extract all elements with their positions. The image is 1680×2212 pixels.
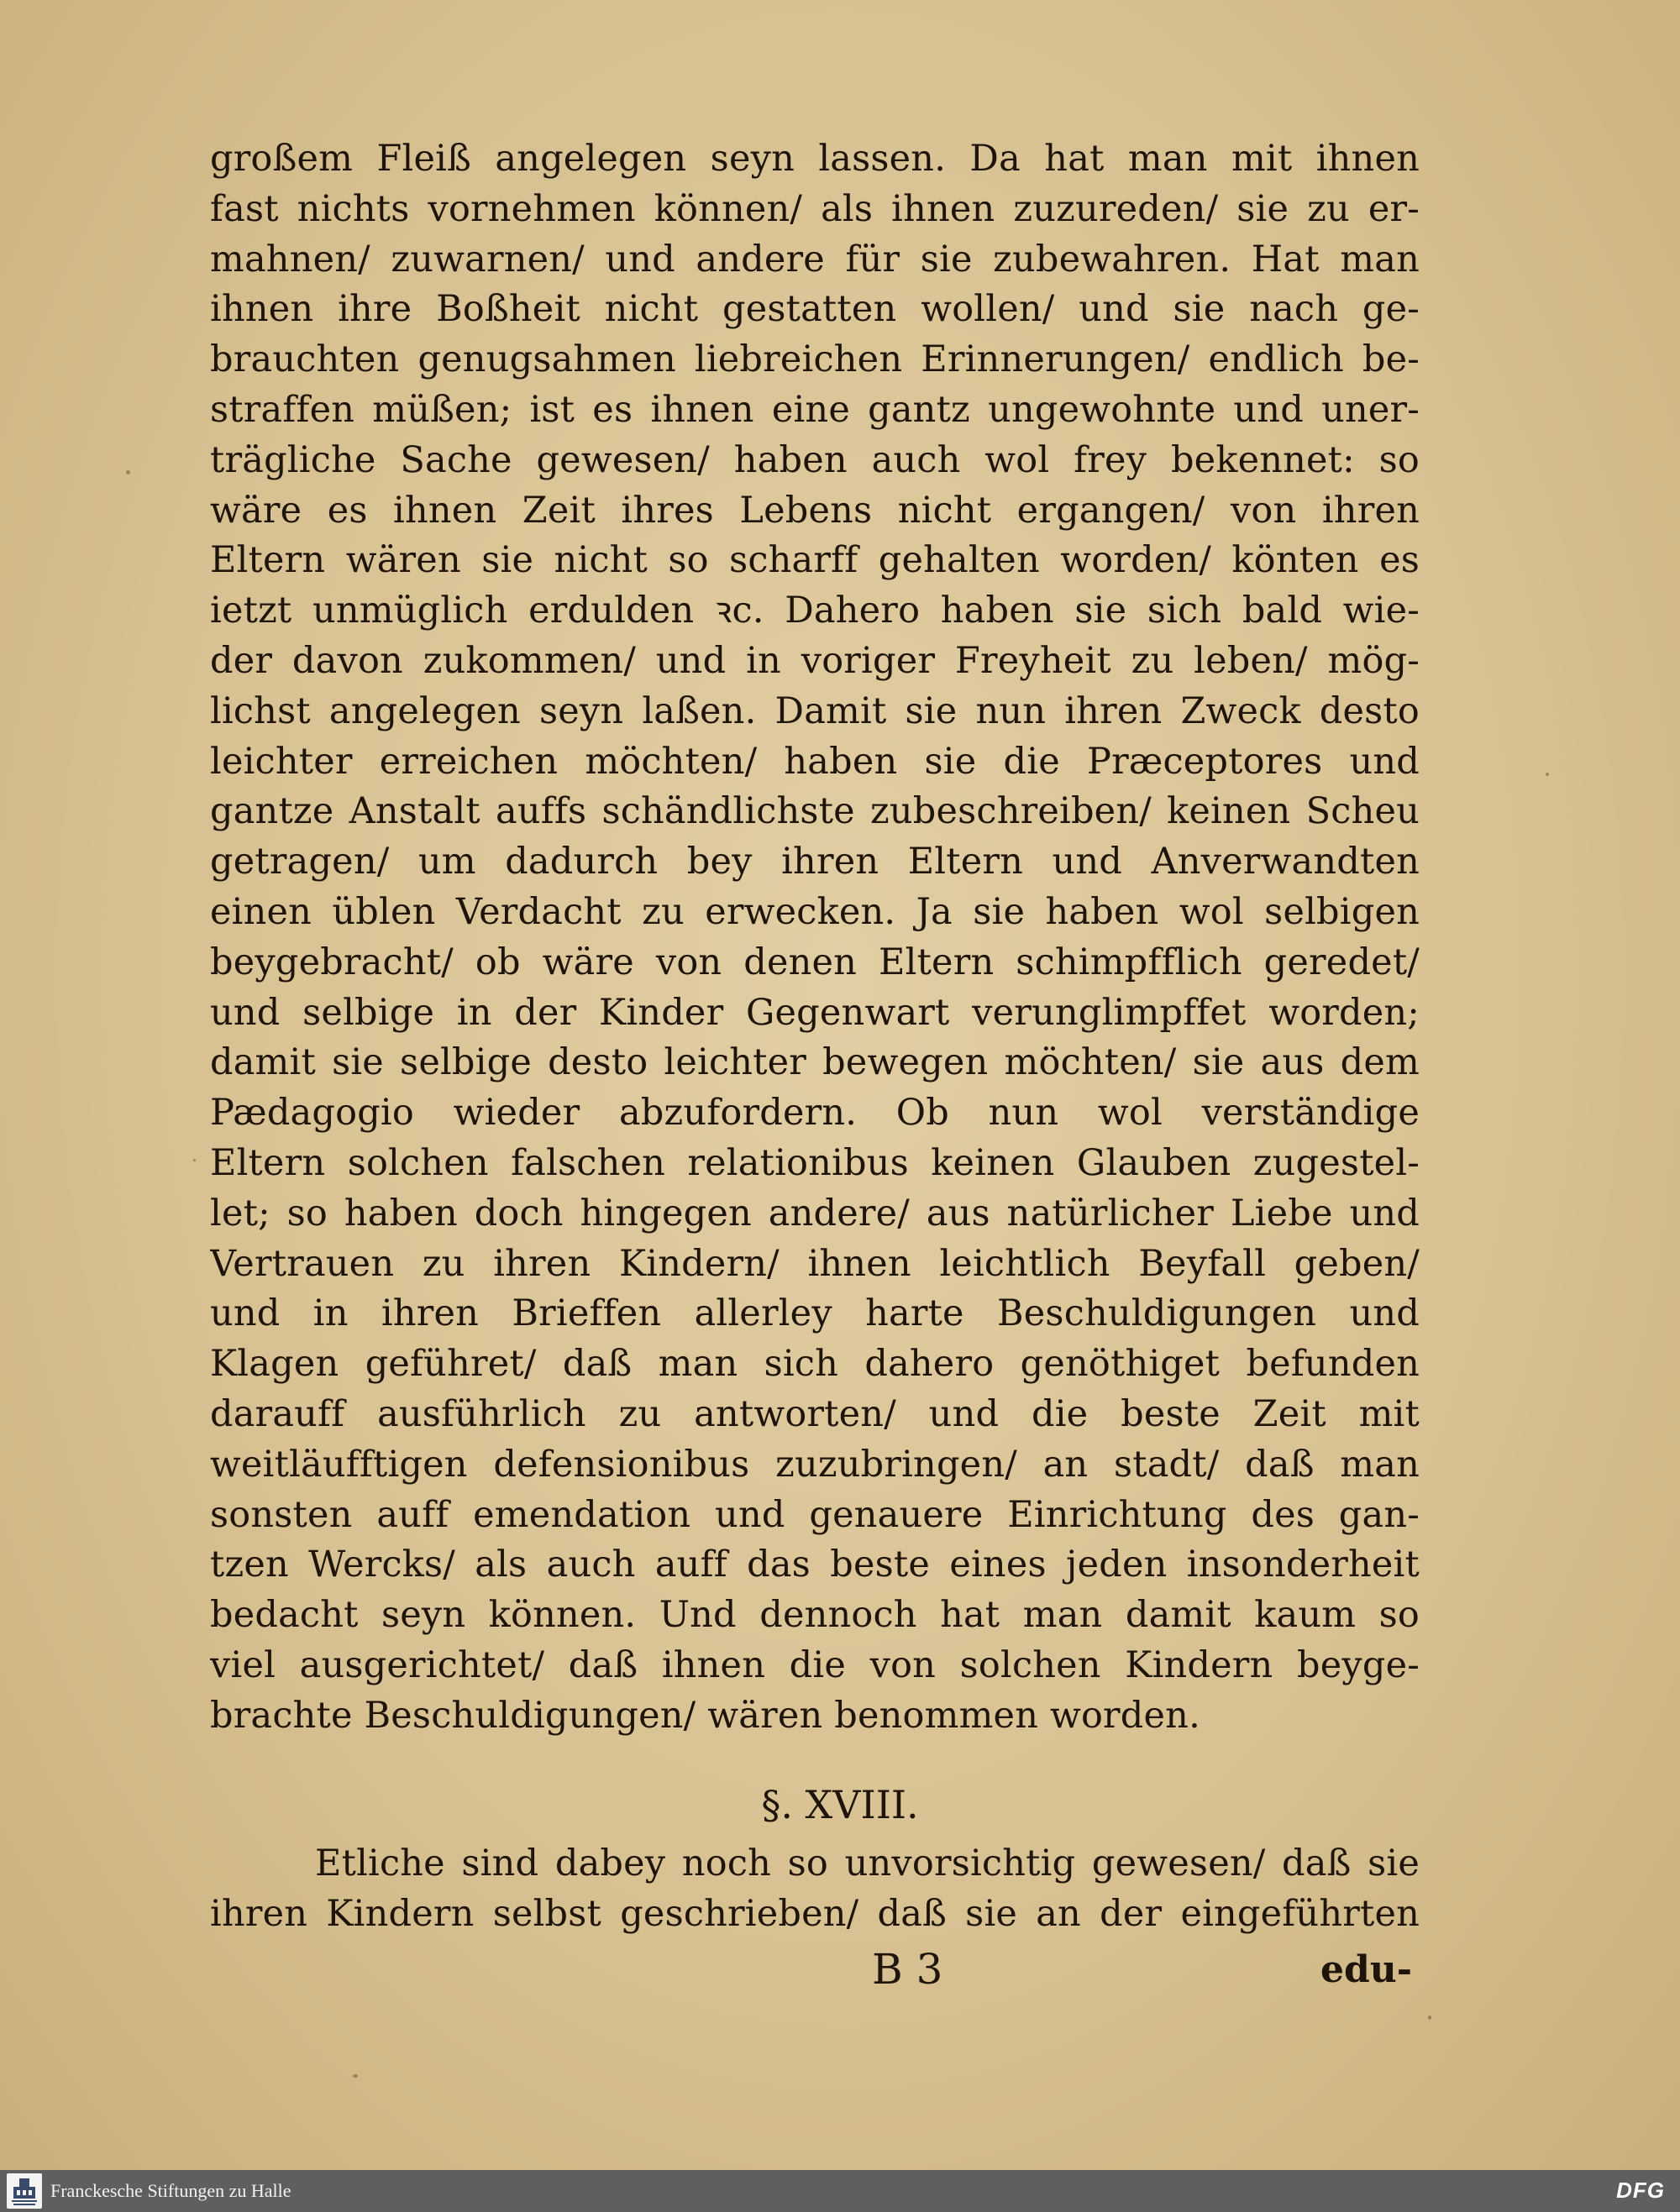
text-line: brauchten genugsahmen liebreichen Erinnerungen/ endlich be- — [210, 338, 1420, 381]
text-line: und in ihren Brieffen allerley harte Beschuldigungen und — [210, 1292, 1420, 1335]
paper-speck — [1428, 2015, 1431, 2020]
dfg-logo: DFG — [1616, 2178, 1665, 2203]
text-line: wäre es ihnen Zeit ihres Lebens nicht ergangen/ von ihren — [210, 489, 1420, 532]
footer-bar — [0, 2170, 1680, 2212]
text-line: lichst angelegen seyn laßen. Damit sie nun ihren Zweck desto — [210, 689, 1420, 732]
catchword: edu- — [1320, 1948, 1413, 1991]
text-line: Eltern solchen falschen relationibus keinen Glauben zugestel- — [210, 1141, 1420, 1184]
institution-name: Franckesche Stiftungen zu Halle — [50, 2180, 291, 2201]
text-line: let; so haben doch hingegen andere/ aus natürlicher Liebe und — [210, 1192, 1420, 1234]
paper-speck — [126, 470, 130, 474]
text-line: und selbige in der Kinder Gegenwart verunglimpffet worden; — [210, 991, 1420, 1034]
text-line: getragen/ um dadurch bey ihren Eltern und Anverwandten — [210, 841, 1420, 883]
text-line: Etliche sind dabey noch so unvorsichtig gewesen/ daß sie — [315, 1842, 1420, 1884]
text-line: fast nichts vornehmen können/ als ihnen zuzureden/ sie zu er- — [210, 187, 1420, 230]
text-line: sonsten auff emendation und genauere Einrichtung des gan- — [210, 1493, 1420, 1536]
text-line: trägliche Sache gewesen/ haben auch wol frey bekennet: so — [210, 438, 1420, 481]
text-line: damit sie selbige desto leichter bewegen möchten/ sie aus dem — [210, 1041, 1420, 1084]
text-line: gantze Anstalt auffs schändlichste zubeschreiben/ keinen Scheu — [210, 790, 1420, 833]
section-text-block — [210, 1839, 1420, 1940]
text-line: mahnen/ zuwarnen/ und andere für sie zubewahren. Hat man — [210, 238, 1420, 280]
text-line: beygebracht/ ob wäre von denen Eltern schimpfflich geredet/ — [210, 941, 1420, 983]
text-line: straffen müßen; ist es ihnen eine gantz ungewohnte und uner- — [210, 388, 1420, 431]
text-line: leichter erreichen möchten/ haben sie die Præceptores und — [210, 740, 1420, 783]
text-line: Pædagogio wieder abzufordern. Ob nun wol verständige — [210, 1092, 1420, 1135]
text-line: der davon zukommen/ und in voriger Freyheit zu leben/ mög- — [210, 639, 1420, 682]
text-line: ihnen ihre Boßheit nicht gestatten wollen/ und sie nach ge- — [210, 288, 1420, 331]
text-line: ietzt unmüglich erdulden ꝛc. Dahero haben sie sich bald wie- — [210, 590, 1420, 632]
paper-speck — [193, 1159, 196, 1161]
text-line: großem Fleiß angelegen seyn lassen. Da hat man mit ihnen — [210, 138, 1420, 180]
text-line: tzen Wercks/ als auch auff das beste eines jeden insonderheit — [210, 1544, 1420, 1586]
text-line: brachte Beschuldigungen/ wären benommen worden. — [210, 1694, 1200, 1737]
text-line: darauff ausführlich zu antworten/ und die beste Zeit mit — [210, 1392, 1420, 1435]
paper-speck — [353, 2074, 358, 2078]
paper-speck — [1546, 773, 1549, 776]
text-line: Klagen geführet/ daß man sich dahero genöthiget befunden — [210, 1343, 1420, 1386]
text-line: Eltern wären sie nicht so scharff gehalten worden/ könten es — [210, 539, 1420, 582]
signature-mark: B 3 — [872, 1945, 943, 1994]
text-line: ihren Kindern selbst geschrieben/ daß sie an der eingeführten — [210, 1892, 1420, 1935]
section-heading: §. XVIII. — [761, 1782, 919, 1827]
text-line: bedacht seyn können. Und dennoch hat man damit kaum so — [210, 1594, 1420, 1637]
text-line: Vertrauen zu ihren Kindern/ ihnen leichtlich Beyfall geben/ — [210, 1242, 1420, 1285]
text-line: viel ausgerichtet/ daß ihnen die von solchen Kindern beyge- — [210, 1643, 1420, 1686]
main-text-block — [210, 134, 1420, 1742]
text-line: einen üblen Verdacht zu erwecken. Ja sie haben wol selbigen — [210, 890, 1420, 933]
text-line: weitläufftigen defensionibus zuzubringen/ an stadt/ daß man — [210, 1443, 1420, 1486]
franckesche-stiftungen-logo-icon — [7, 2173, 42, 2209]
